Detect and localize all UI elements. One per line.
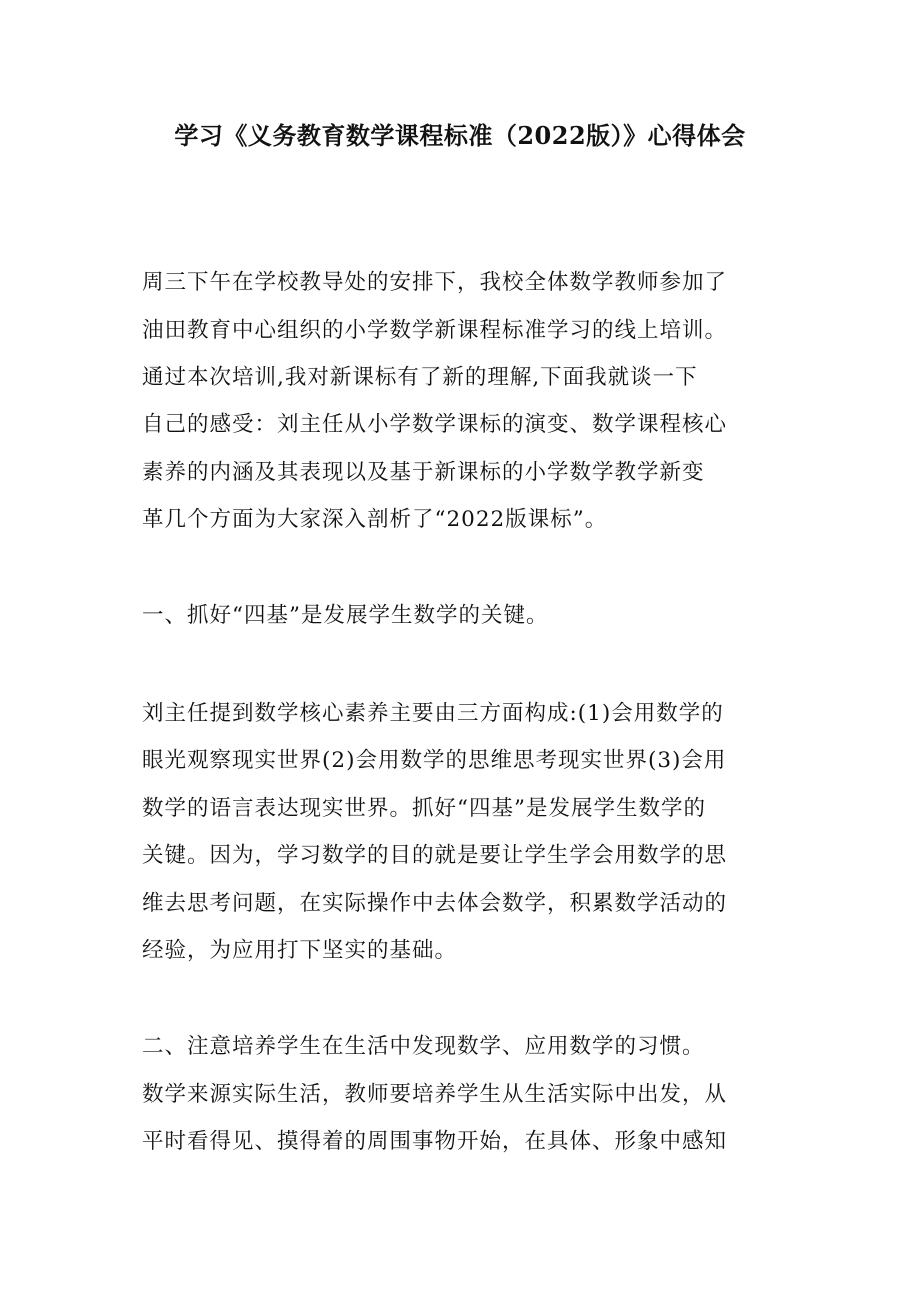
section1-line-6: 经验，为应用打下坚实的基础。 <box>142 938 458 963</box>
document-title: 学习《义务教育数学课程标准（2022版）》心得体会 <box>174 121 746 150</box>
intro-line-3: 通过本次培训,我对新课标有了新的理解,下面我就谈一下 <box>142 365 698 390</box>
section1-line-3: 数学的语言表达现实世界。抓好“四基”是发展学生数学的 <box>142 796 706 821</box>
section1-line-5: 维去思考问题，在实际操作中去体会数学，积累数学活动的 <box>142 891 728 916</box>
intro-line-2: 油田教育中心组织的小学数学新课程标准学习的线上培训。 <box>142 318 728 343</box>
section2-line-2: 平时看得见、摸得着的周围事物开始，在具体、形象中感知 <box>142 1129 728 1154</box>
intro-line-6: 革几个方面为大家深入剖析了“2022版课标”。 <box>142 507 608 532</box>
intro-line-5: 素养的内涵及其表现以及基于新课标的小学数学教学新变 <box>142 460 705 485</box>
intro-line-1: 周三下午在学校教导处的安排下，我校全体数学教师参加了 <box>142 270 728 295</box>
section2-line-1: 数学来源实际生活，教师要培养学生从生活实际中出发，从 <box>142 1082 728 1107</box>
section1-line-1: 刘主任提到数学核心素养主要由三方面构成:(1)会用数学的 <box>142 701 724 726</box>
section2-heading: 二、注意培养学生在生活中发现数学、应用数学的习惯。 <box>142 1034 705 1059</box>
section1-line-2: 眼光观察现实世界(2)会用数学的思维思考现实世界(3)会用 <box>142 748 727 773</box>
section1-line-4: 关键。因为，学习数学的目的就是要让学生学会用数学的思 <box>142 843 728 868</box>
section1-heading: 一、抓好“四基”是发展学生数学的关键。 <box>142 603 549 628</box>
intro-line-4: 自己的感受：刘主任从小学数学课标的演变、数学课程核心 <box>142 412 728 437</box>
